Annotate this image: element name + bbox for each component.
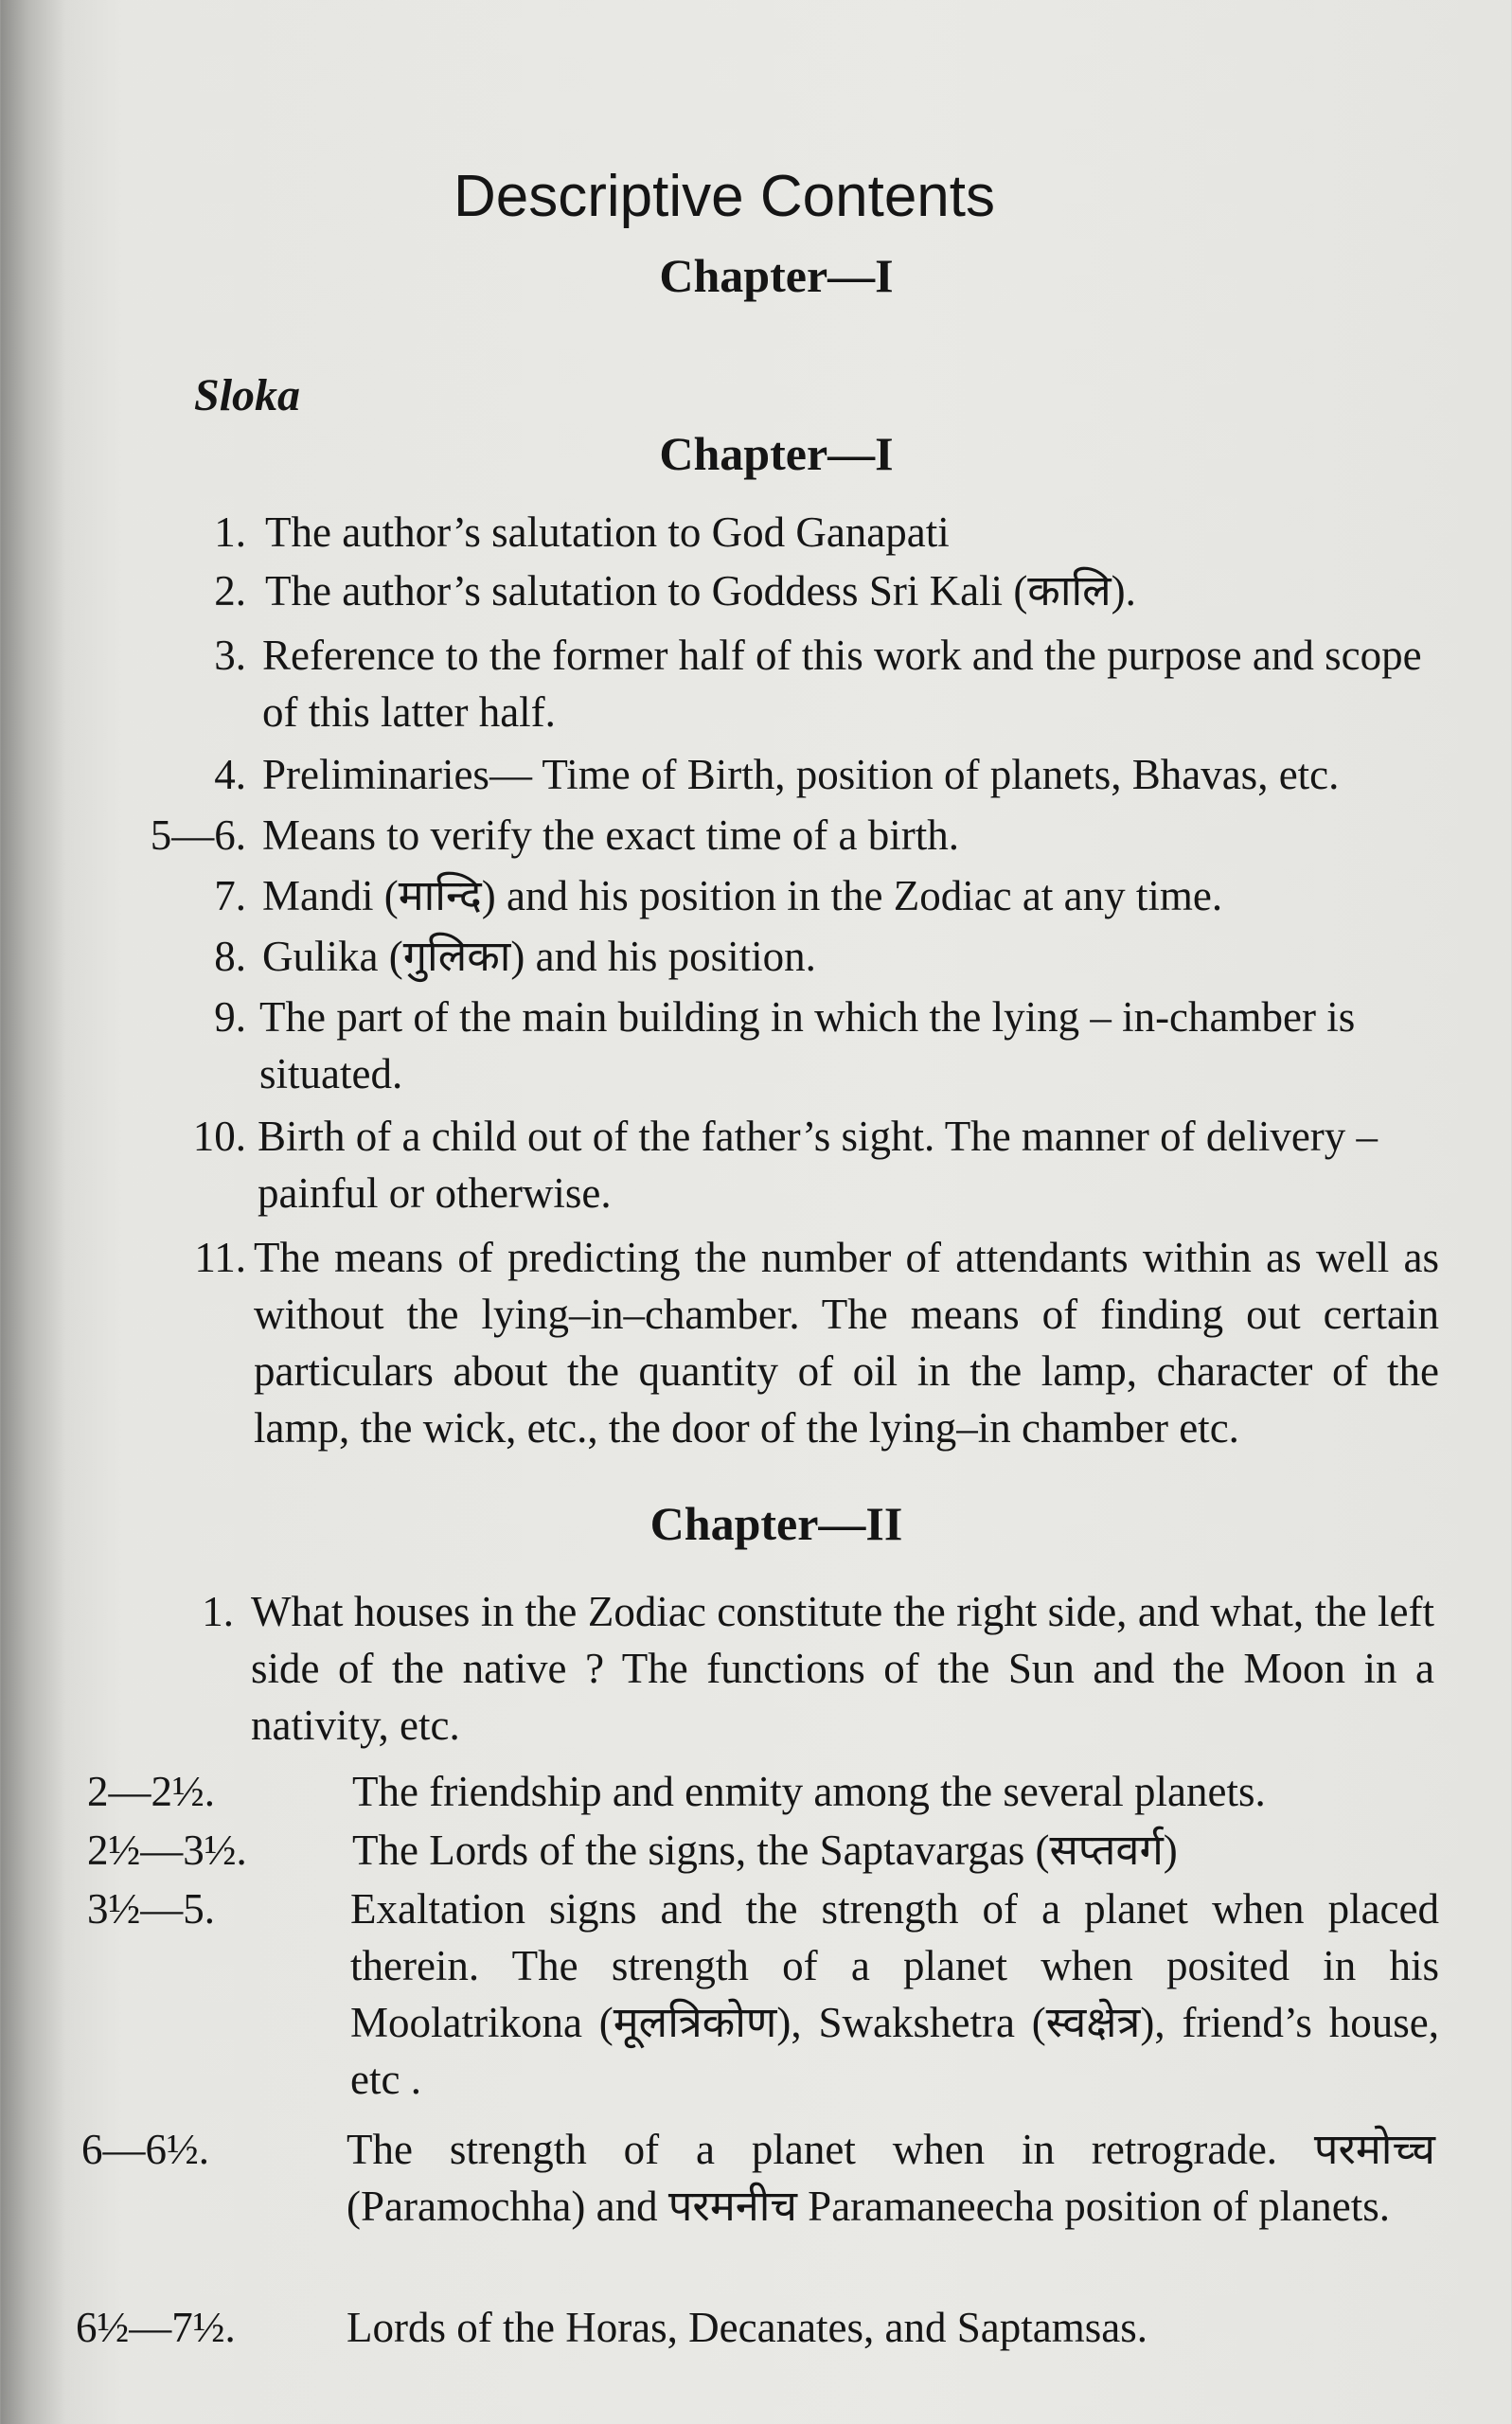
entry-text: Lords of the Horas, Decanates, and Saptamsas. bbox=[347, 2304, 1147, 2351]
chapter-heading-top: Chapter—I bbox=[659, 249, 894, 302]
list-item bbox=[0, 1229, 1512, 1466]
entry-text: Mandi (मान्दि) and his position in the Zodiac at any time. bbox=[262, 872, 1223, 919]
list-item bbox=[0, 562, 1512, 621]
entry-number: 4. bbox=[214, 751, 246, 798]
entry-number: 6—6½. bbox=[81, 2126, 209, 2173]
entry-text: The part of the main building in which the lying – in-chamber is situated. bbox=[259, 993, 1356, 1097]
list-item bbox=[0, 807, 1512, 865]
list-item bbox=[81, 2121, 1464, 2301]
list-item bbox=[0, 1108, 1512, 1225]
chapter-2-heading: Chapter—II bbox=[649, 1497, 903, 1550]
entry-text: Reference to the former half of this work and the purpose and scope of this latter half. bbox=[262, 632, 1422, 736]
entry-text: Means to verify the exact time of a birth. bbox=[262, 811, 959, 859]
entry-number: 2. bbox=[214, 567, 246, 615]
list-item bbox=[87, 1880, 1469, 2117]
entry-text: The author’s salutation to God Ganapati bbox=[265, 508, 950, 556]
list-item bbox=[0, 989, 1512, 1106]
entry-number: 6½—7½. bbox=[76, 2304, 236, 2351]
entry-text: What houses in the Zodiac constitute the right side, and what, the left side of the native ? The functions of the Sun and the Moon in a nativity, etc. bbox=[251, 1588, 1434, 1749]
list-item bbox=[0, 627, 1512, 744]
chapter-1-heading: Chapter—I bbox=[659, 427, 894, 480]
list-item bbox=[87, 1763, 1469, 1822]
entry-text: The means of predicting the number of attendants within as well as without the lying–in–chamber. The means of finding out certain particulars about the quantity of oil in the lamp, character of the lamp, the wick, etc., the door of the lying–in chamber etc. bbox=[254, 1234, 1439, 1452]
entry-text: The Lords of the signs, the Saptavargas (सप्तवर्ग) bbox=[352, 1827, 1178, 1874]
entry-text: The author’s salutation to Goddess Sri Kali (कालि). bbox=[265, 567, 1136, 615]
entry-number: 3. bbox=[214, 632, 246, 679]
sloka-label: Sloka bbox=[194, 370, 301, 420]
entry-number: 10. bbox=[192, 1113, 246, 1160]
entry-number: 11. bbox=[194, 1234, 246, 1281]
list-item bbox=[0, 928, 1512, 987]
entry-text: The friendship and enmity among the several planets. bbox=[352, 1768, 1266, 1815]
entry-number: 9. bbox=[214, 993, 246, 1041]
list-item bbox=[76, 2299, 1458, 2358]
entry-text: Preliminaries— Time of Birth, position of planets, Bhavas, etc. bbox=[262, 751, 1340, 798]
entry-number: 1. bbox=[214, 508, 246, 556]
entry-text: The strength of a planet when in retrograde. परमोच्च (Paramochha) and परमनीच Paramaneecha position of planets. bbox=[347, 2126, 1435, 2230]
entry-number: 5—6. bbox=[150, 811, 246, 859]
list-item bbox=[0, 867, 1512, 926]
list-item bbox=[0, 1583, 1512, 1763]
entry-number: 1. bbox=[202, 1588, 234, 1635]
entry-text: Exaltation signs and the strength of a planet when placed therein. The strength of a planet when posited in his Moolatrikona (मूलत्रिकोण), Swakshetra (स्वक्षेत्र), friend’s house, etc . bbox=[350, 1885, 1439, 2103]
page-title: Descriptive Contents bbox=[453, 164, 996, 229]
list-item bbox=[87, 1822, 1469, 1880]
entry-number: 2½—3½. bbox=[87, 1827, 247, 1874]
entry-number: 7. bbox=[214, 872, 246, 919]
entry-number: 8. bbox=[214, 933, 246, 980]
entry-number: 2—2½. bbox=[87, 1768, 215, 1815]
list-item bbox=[0, 504, 1512, 562]
list-item bbox=[0, 746, 1512, 805]
entry-number: 3½—5. bbox=[87, 1885, 215, 1933]
entry-text: Gulika (गुलिका) and his position. bbox=[262, 933, 816, 980]
entry-text: Birth of a child out of the father’s sight. The manner of delivery –painful or otherwise. bbox=[258, 1113, 1379, 1217]
